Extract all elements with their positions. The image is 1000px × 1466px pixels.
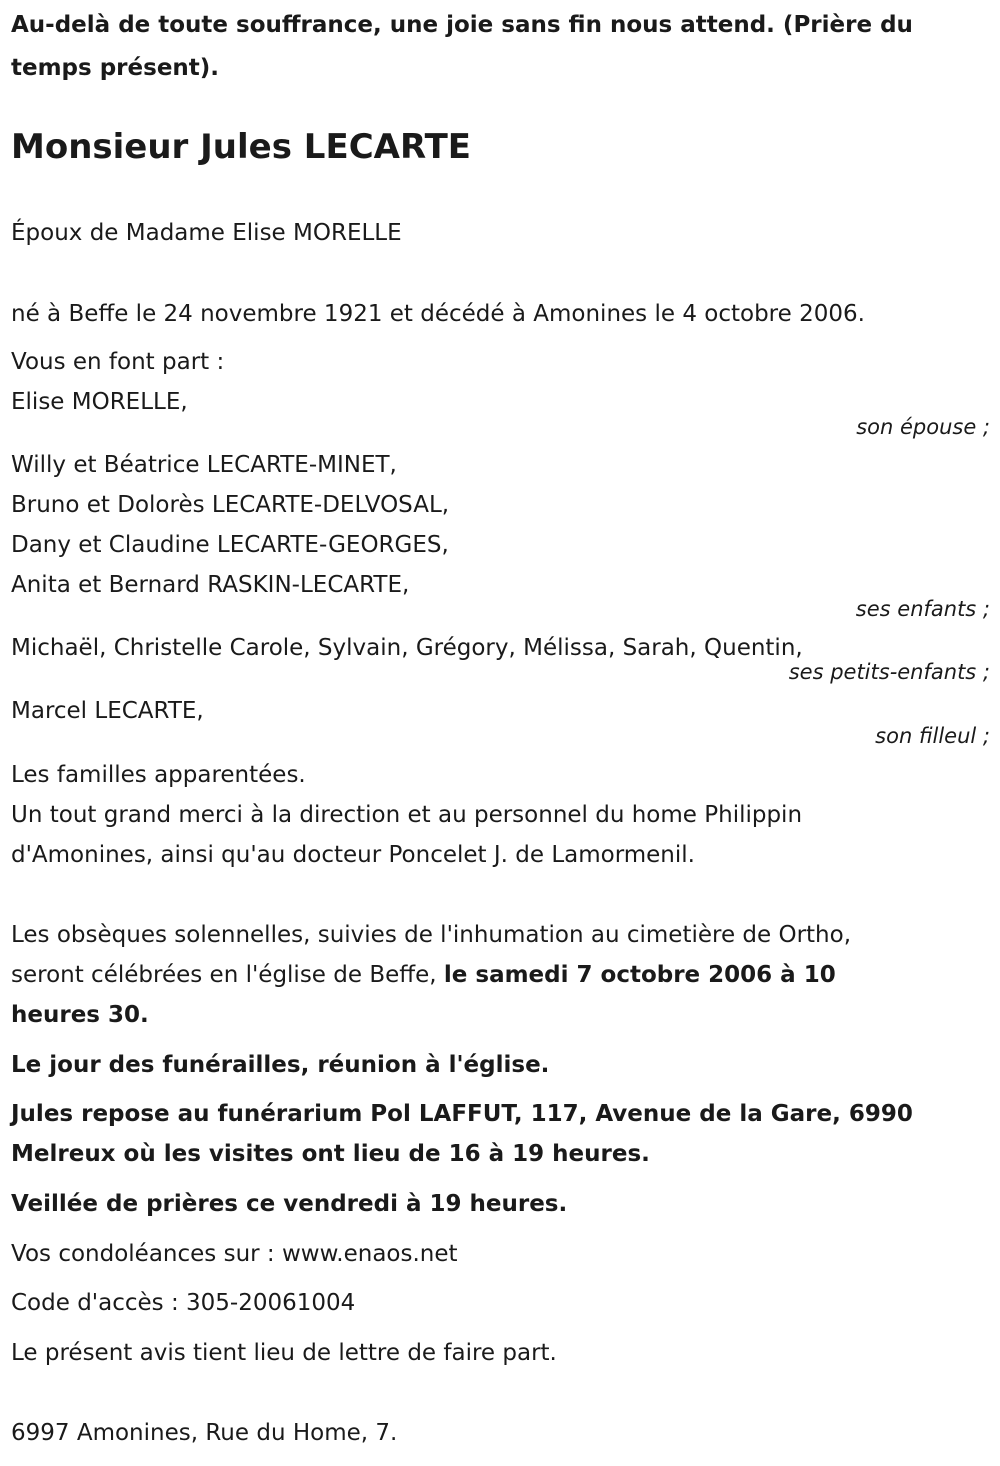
families-line: Les familles apparentées. (11, 762, 306, 788)
grandchildren-relation: ses petits-enfants ; (788, 660, 990, 684)
address-line: 6997 Amonines, Rue du Home, 7. (11, 1420, 398, 1446)
access-code-line: Code d'accès : 305-20061004 (11, 1290, 356, 1316)
notice-line: Le présent avis tient lieu de lettre de faire part. (11, 1340, 557, 1366)
meeting-line: Le jour des funérailles, réunion à l'église. (11, 1052, 550, 1078)
rests-line-1: Jules repose au funérarium Pol LAFFUT, 117, Avenue de la Gare, 6990 (11, 1101, 913, 1127)
epigraph-line-1: Au-delà de toute souffrance, une joie sans fin nous attend. (Prière du (11, 12, 913, 38)
funeral-church: seront célébrées en l'église de Beffe, (11, 962, 444, 988)
spouse-line: Époux de Madame Elise MORELLE (11, 220, 402, 246)
godson-relation: son filleul ; (875, 724, 990, 748)
page-title: Monsieur Jules LECARTE (11, 127, 472, 167)
epigraph-line-2: temps présent). (11, 55, 220, 81)
children-relation: ses enfants ; (855, 597, 990, 621)
funeral-line-1: Les obsèques solennelles, suivies de l'inhumation au cimetière de Ortho, (11, 922, 852, 948)
child-line: Willy et Béatrice LECARTE-MINET, (11, 452, 397, 478)
rests-line-2: Melreux où les visites ont lieu de 16 à 19 heures. (11, 1141, 650, 1167)
funeral-time: heures 30. (11, 1002, 149, 1028)
vigil-line: Veillée de prières ce vendredi à 19 heures. (11, 1191, 568, 1217)
funeral-line-2 (11, 960, 836, 990)
child-line: Bruno et Dolorès LECARTE-DELVOSAL, (11, 492, 450, 518)
wife-relation: son épouse ; (856, 415, 990, 439)
birth-death-line: né à Beffe le 24 novembre 1921 et décédé à Amonines le 4 octobre 2006. (11, 301, 865, 327)
funeral-date: le samedi 7 octobre 2006 à 10 (443, 962, 836, 988)
godson-name: Marcel LECARTE, (11, 698, 204, 724)
child-line: Anita et Bernard RASKIN-LECARTE, (11, 572, 410, 598)
announce-line: Vous en font part : (11, 349, 225, 375)
condolences-line: Vos condoléances sur : www.enaos.net (11, 1241, 458, 1267)
grandchildren-line: Michaël, Christelle Carole, Sylvain, Grégory, Mélissa, Sarah, Quentin, (11, 635, 803, 661)
thanks-line-1: Un tout grand merci à la direction et au personnel du home Philippin (11, 802, 803, 828)
thanks-line-2: d'Amonines, ainsi qu'au docteur Poncelet J. de Lamormenil. (11, 842, 695, 868)
wife-name: Elise MORELLE, (11, 389, 188, 415)
child-line: Dany et Claudine LECARTE-GEORGES, (11, 532, 449, 558)
